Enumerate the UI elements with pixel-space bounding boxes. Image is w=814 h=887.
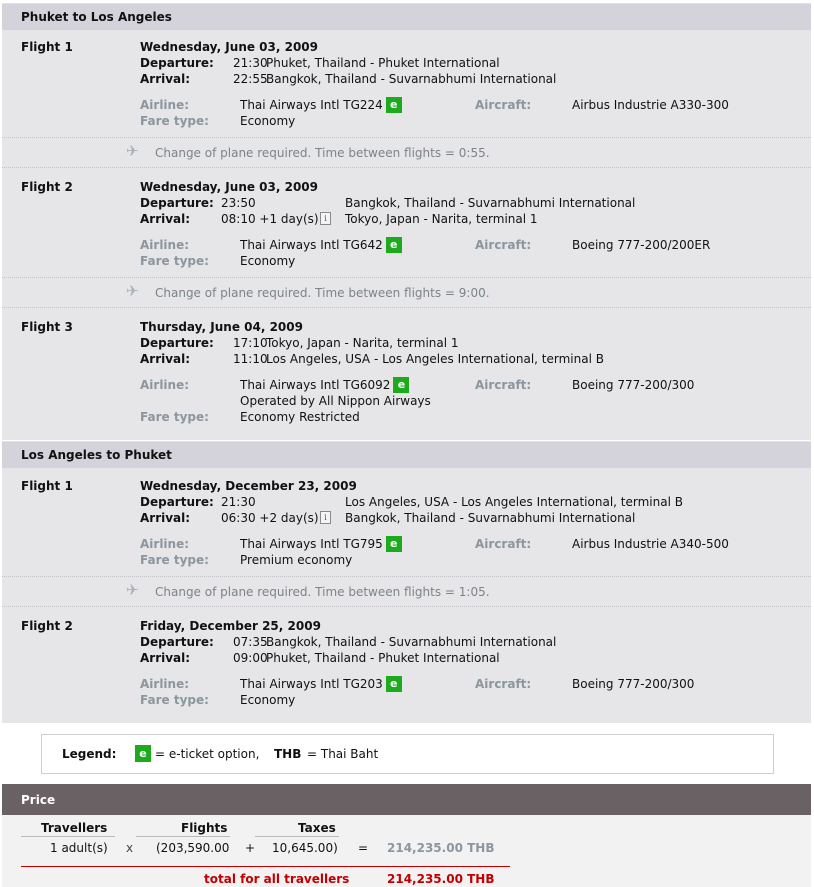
- info-icon[interactable]: i: [320, 511, 331, 524]
- airline-name: Thai Airways Intl TG203: [240, 677, 383, 691]
- departure-time: 17:10: [233, 336, 268, 350]
- fare-type-label: Fare type:: [140, 553, 209, 567]
- airline-name: Thai Airways Intl TG642: [240, 238, 383, 252]
- total-label: total for all travellers: [204, 872, 350, 886]
- times-symbol: x: [126, 841, 134, 855]
- aircraft-label: Aircraft:: [475, 238, 532, 252]
- arrival-label: Arrival:: [140, 352, 191, 366]
- airline-label: Airline:: [140, 238, 190, 252]
- airline-label: Airline:: [140, 98, 190, 112]
- airline-value: [240, 97, 402, 114]
- aircraft-label: Aircraft:: [475, 378, 532, 392]
- flight-label: Flight 1: [21, 479, 73, 493]
- flight-date: Friday, December 25, 2009: [140, 619, 321, 633]
- departure-time: 21:30: [233, 56, 268, 70]
- flight-label: Flight 3: [21, 320, 73, 334]
- eticket-badge-icon: e: [386, 676, 402, 692]
- airplane-icon: ✈: [126, 282, 139, 300]
- aircraft-label: Aircraft:: [475, 537, 532, 551]
- legend-eticket-text: = e-ticket option,: [155, 747, 260, 761]
- departure-label: Departure:: [140, 495, 214, 509]
- legend-currency-code: THB: [274, 747, 302, 761]
- layover-notice: Change of plane required. Time between flights = 1:05.: [155, 585, 490, 599]
- departure-label: Departure:: [140, 196, 214, 210]
- arrival-place: Tokyo, Japan - Narita, terminal 1: [345, 212, 538, 226]
- legend-box: [41, 734, 774, 774]
- legend-label: Legend:: [62, 747, 117, 761]
- fare-type-value: Economy: [240, 114, 296, 128]
- airline-label: Airline:: [140, 677, 190, 691]
- arrival-label: Arrival:: [140, 511, 191, 525]
- aircraft-label: Aircraft:: [475, 98, 532, 112]
- divider: [2, 307, 811, 308]
- trip-header-return: [2, 441, 811, 468]
- departure-place: Tokyo, Japan - Narita, terminal 1: [266, 336, 459, 350]
- divider: [2, 137, 811, 138]
- taxes-value: 10,645.00): [272, 841, 338, 855]
- airline-name: Thai Airways Intl TG224: [240, 98, 383, 112]
- flights-header: Flights: [181, 821, 228, 835]
- trip-title: Los Angeles to Phuket: [21, 448, 172, 462]
- aircraft-label: Aircraft:: [475, 677, 532, 691]
- fare-type-value: Premium economy: [240, 553, 353, 567]
- airline-value: [240, 536, 402, 553]
- arrival-place: Bangkok, Thailand - Suvarnabhumi International: [345, 511, 636, 525]
- airline-name: Thai Airways Intl TG6092: [240, 378, 391, 392]
- arrival-time: 09:00: [233, 651, 268, 665]
- row-total-value: 214,235.00 THB: [387, 841, 495, 855]
- total-divider: [21, 866, 510, 867]
- aircraft-value: Boeing 777-200/200ER: [572, 238, 711, 252]
- eticket-badge-icon: e: [386, 536, 402, 552]
- eticket-badge-icon: e: [386, 237, 402, 253]
- departure-time: 07:35: [233, 635, 268, 649]
- divider: [2, 606, 811, 607]
- arrival-time: 11:10: [233, 352, 268, 366]
- column-underline: [136, 836, 230, 837]
- price-title: Price: [21, 793, 56, 807]
- equals-symbol: =: [358, 841, 369, 855]
- departure-place: Bangkok, Thailand - Suvarnabhumi International: [345, 196, 636, 210]
- airline-name: Thai Airways Intl TG795: [240, 537, 383, 551]
- fare-type-label: Fare type:: [140, 254, 209, 268]
- flight-label: Flight 2: [21, 619, 73, 633]
- fare-type-label: Fare type:: [140, 114, 209, 128]
- travellers-header: Travellers: [41, 821, 108, 835]
- arrival-place: Phuket, Thailand - Phuket International: [266, 651, 500, 665]
- fare-type-value: Economy: [240, 693, 296, 707]
- departure-label: Departure:: [140, 336, 214, 350]
- column-underline: [255, 836, 339, 837]
- flight-label: Flight 2: [21, 180, 73, 194]
- aircraft-value: Airbus Industrie A330-300: [572, 98, 729, 112]
- layover-notice: Change of plane required. Time between flights = 9:00.: [155, 286, 490, 300]
- fare-type-label: Fare type:: [140, 410, 209, 424]
- travellers-value: 1 adult(s): [50, 841, 108, 855]
- operated-by: Operated by All Nippon Airways: [240, 394, 431, 408]
- taxes-header: Taxes: [298, 821, 336, 835]
- info-icon[interactable]: i: [320, 212, 331, 225]
- airline-value: [240, 377, 409, 394]
- flight-date: Wednesday, June 03, 2009: [140, 180, 319, 194]
- aircraft-value: Boeing 777-200/300: [572, 378, 695, 392]
- flight-date: Wednesday, June 03, 2009: [140, 40, 319, 54]
- aircraft-value: Airbus Industrie A340-500: [572, 537, 729, 551]
- flight-date: Wednesday, December 23, 2009: [140, 479, 357, 493]
- eticket-badge-icon: e: [393, 377, 409, 393]
- arrival-label: Arrival:: [140, 212, 191, 226]
- fare-type-label: Fare type:: [140, 693, 209, 707]
- departure-time: 23:50: [221, 196, 256, 210]
- departure-label: Departure:: [140, 56, 214, 70]
- airplane-icon: ✈: [126, 142, 139, 160]
- arrival-label: Arrival:: [140, 72, 191, 86]
- arrival-time: 08:10 +1 day(s): [221, 212, 319, 226]
- total-value: 214,235.00 THB: [387, 872, 495, 886]
- departure-place: Phuket, Thailand - Phuket International: [266, 56, 500, 70]
- fare-type-value: Economy Restricted: [240, 410, 360, 424]
- divider: [2, 277, 811, 278]
- departure-label: Departure:: [140, 635, 214, 649]
- plus-symbol: +: [245, 841, 256, 855]
- eticket-badge-icon: e: [386, 97, 402, 113]
- trip-header-outbound: [2, 3, 811, 30]
- departure-place: Los Angeles, USA - Los Angeles International, terminal B: [345, 495, 683, 509]
- trip-title: Phuket to Los Angeles: [21, 10, 172, 24]
- airline-label: Airline:: [140, 378, 190, 392]
- airline-value: [240, 237, 402, 254]
- arrival-label: Arrival:: [140, 651, 191, 665]
- flights-value: (203,590.00: [156, 841, 230, 855]
- departure-time: 21:30: [221, 495, 256, 509]
- arrival-place: Bangkok, Thailand - Suvarnabhumi International: [266, 72, 557, 86]
- arrival-place: Los Angeles, USA - Los Angeles International, terminal B: [266, 352, 604, 366]
- arrival-time: 06:30 +2 day(s): [221, 511, 319, 525]
- price-header: [2, 784, 811, 815]
- airplane-icon: ✈: [126, 581, 139, 599]
- divider: [2, 167, 811, 168]
- divider: [2, 576, 811, 577]
- layover-notice: Change of plane required. Time between flights = 0:55.: [155, 146, 490, 160]
- airline-value: [240, 676, 402, 693]
- departure-place: Bangkok, Thailand - Suvarnabhumi International: [266, 635, 557, 649]
- flight-date: Thursday, June 04, 2009: [140, 320, 303, 334]
- flight-label: Flight 1: [21, 40, 73, 54]
- eticket-badge-icon: e: [135, 745, 151, 762]
- airline-label: Airline:: [140, 537, 190, 551]
- fare-type-value: Economy: [240, 254, 296, 268]
- column-underline: [21, 836, 115, 837]
- aircraft-value: Boeing 777-200/300: [572, 677, 695, 691]
- arrival-time: 22:55: [233, 72, 268, 86]
- legend-currency-text: = Thai Baht: [307, 747, 379, 761]
